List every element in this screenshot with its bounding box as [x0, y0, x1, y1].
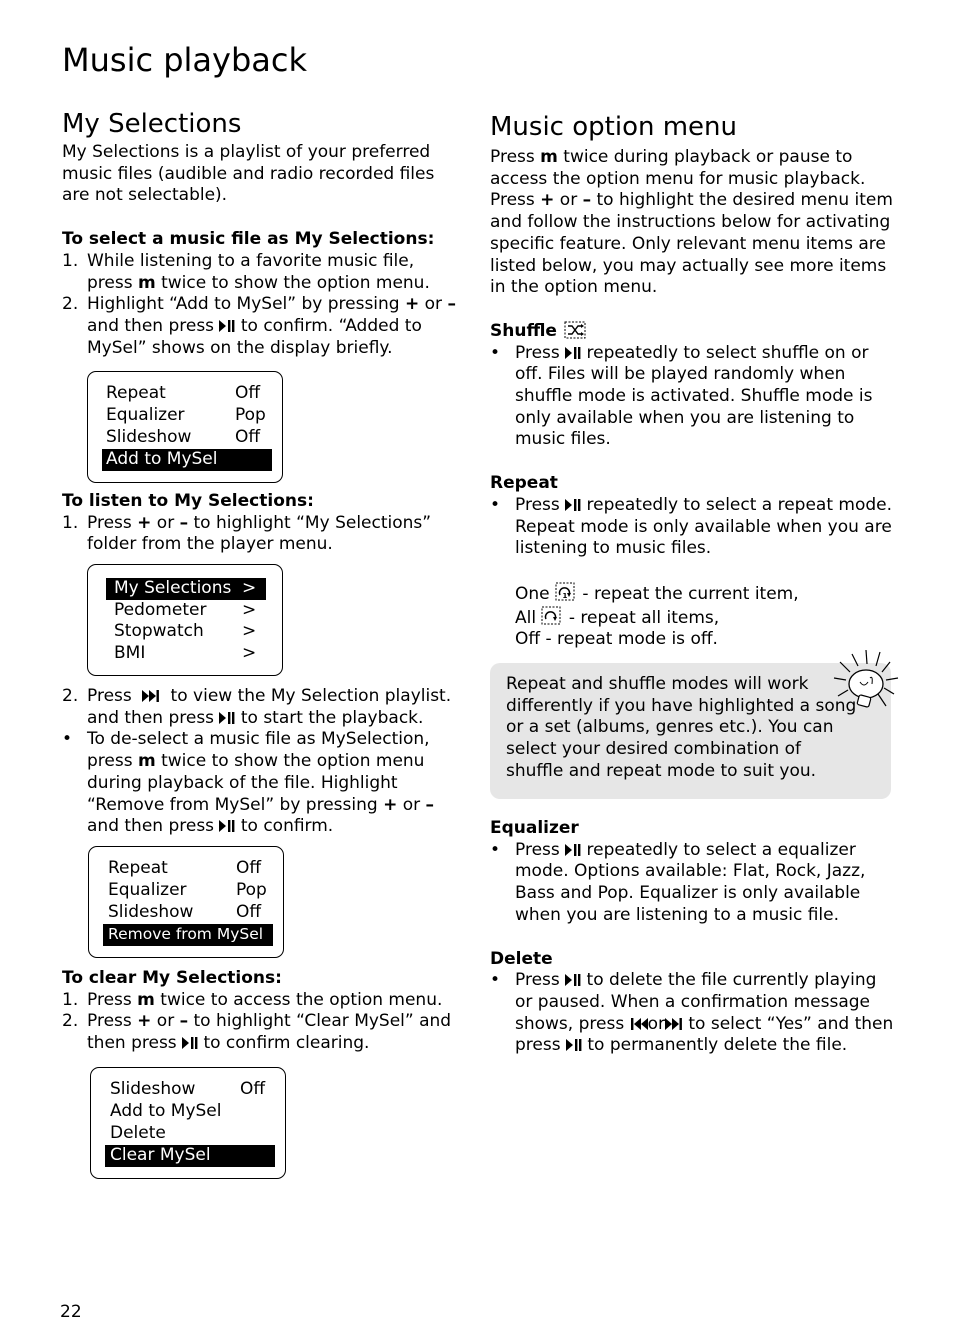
repeat-all-label: All: [515, 607, 537, 628]
step-number: 2.: [62, 1011, 79, 1032]
lcd-row: [102, 405, 272, 427]
page-title: Music playback: [62, 41, 308, 79]
lcd-label: Clear MySel: [110, 1145, 211, 1165]
repeat-one-line: [515, 582, 894, 606]
select-step-1: [62, 251, 462, 294]
minus-key: –: [179, 512, 189, 533]
lcd-label: My Selections: [114, 578, 232, 598]
page-number: 22: [60, 1302, 82, 1322]
minus-key: –: [425, 794, 435, 815]
m-key: m: [137, 989, 155, 1010]
lcd-value: >: [242, 578, 257, 598]
listen-section: [62, 491, 462, 556]
step-number: 1.: [62, 512, 79, 533]
step-text: or: [151, 512, 180, 533]
bullet-text: to select “Yes” and then press: [515, 1013, 894, 1056]
lcd-value: Pop: [235, 405, 266, 425]
lcd-row: [103, 902, 273, 924]
lcd-label: Equalizer: [106, 405, 185, 425]
step-text: or: [151, 1011, 180, 1032]
lcd-label: Slideshow: [106, 427, 192, 447]
step-text: Press: [87, 512, 138, 533]
step-text: to highlight “My Selections” folder from the player menu.: [87, 512, 432, 555]
lcd-row: [102, 383, 272, 405]
select-step-2: [62, 294, 462, 359]
step-text: or: [397, 794, 426, 815]
lcd-value: >: [242, 621, 257, 641]
lcd-screen-add-to-mysel: [87, 371, 283, 483]
shuffle-heading: [490, 321, 894, 343]
step-text: twice to show the option menu.: [155, 272, 430, 293]
step-number: 2.: [62, 686, 79, 706]
lcd-label: Equalizer: [108, 880, 187, 900]
step-text: Press: [87, 686, 138, 706]
lcd-row-highlighted: [102, 449, 272, 471]
play-pause-icon: [566, 1039, 582, 1051]
bullet-text: repeatedly to select shuffle on or off. Files will be played randomly when shuffle mode is activated. Shuffle mode is only available when you are listening to music files.: [515, 342, 873, 450]
step-text: Press: [87, 1011, 138, 1032]
minus-key: –: [582, 190, 592, 211]
lightbulb-icon: [832, 648, 900, 720]
deselect-bullet: [62, 729, 462, 838]
lcd-label: Slideshow: [110, 1079, 196, 1099]
listen-step-1: [62, 513, 462, 556]
listen-heading: To listen to My Selections:: [62, 491, 314, 511]
lcd-row-highlighted: [103, 924, 273, 946]
lcd-label: Repeat: [108, 858, 168, 878]
delete-heading: Delete: [490, 948, 553, 969]
lcd-row: [105, 1079, 275, 1101]
play-pause-icon: [182, 1037, 198, 1049]
bullet-text: Press: [515, 342, 566, 363]
lcd-label: Pedometer: [114, 600, 207, 620]
play-pause-icon: [565, 844, 581, 856]
lcd-label: Delete: [110, 1123, 166, 1143]
step-text: Highlight “Add to MySel” by pressing: [87, 294, 405, 315]
bullet-mark: •: [62, 729, 73, 750]
lcd-row: [106, 600, 266, 622]
plus-key: +: [405, 294, 420, 315]
plus-key: +: [137, 512, 152, 533]
step-text: twice to access the option menu.: [154, 989, 443, 1010]
lcd-row: [106, 643, 266, 665]
intro-text: Press: [490, 147, 541, 167]
repeat-one-icon: [555, 582, 577, 602]
step-text: and then press: [87, 315, 220, 336]
bullet-text: Press: [515, 839, 566, 860]
step-text: or: [419, 294, 448, 315]
bullet-mark: •: [490, 839, 501, 860]
step-text: and then press: [87, 816, 220, 837]
step-text: to view the My Selection playlist. and then press: [87, 686, 452, 728]
m-key: m: [137, 751, 156, 772]
bullet-text: Press: [515, 494, 566, 515]
lcd-row-highlighted: [106, 578, 266, 600]
repeat-one-label: One: [515, 583, 550, 604]
lcd-value: Pop: [236, 880, 267, 900]
svg-text:1: 1: [562, 591, 568, 600]
play-pause-icon: [219, 320, 235, 332]
plus-key: +: [383, 794, 398, 815]
tip-note-text: Repeat and shuffle modes will work differently if you have highlighted a song or a set (albums, genres etc.). You can select your desired combination of shuffle and repeat mode to suit you.: [506, 674, 857, 781]
step-text: To de-select a music file as MySelection, press: [87, 729, 430, 772]
lcd-row: [105, 1123, 275, 1145]
step-text: twice to show the option menu during playback of the file. Highlight “Remove from MySel” by pressing: [87, 751, 425, 815]
lcd-row: [103, 880, 273, 902]
bullet-text: or: [647, 1013, 665, 1034]
intro-text: or: [554, 190, 583, 211]
bullet-text: repeatedly to select a equalizer mode. Options available: Flat, Rock, Jazz, Bass and Pop. Equalizer is only available when you are listening to a music file.: [515, 839, 866, 925]
bullet-text: repeatedly to select a repeat mode. Repeat mode is only available when you are listening to music files.: [515, 494, 893, 559]
shuffle-heading-text: Shuffle: [490, 320, 557, 341]
lcd-row: [102, 427, 272, 449]
my-selections-intro: My Selections is a playlist of your preferred music files (audible and radio recorded files are not selectable).: [62, 142, 435, 206]
step-number: 1.: [62, 250, 79, 271]
repeat-bullet: [490, 495, 894, 651]
lcd-row: [105, 1101, 275, 1123]
next-track-icon: [665, 1018, 683, 1030]
repeat-off-line: Off - repeat mode is off.: [515, 629, 718, 650]
step-number: 1.: [62, 989, 79, 1010]
bullet-mark: •: [490, 970, 501, 991]
repeat-one-text: - repeat the current item,: [577, 583, 799, 604]
intro-text: twice during playback or pause to access the option menu for music playback. Press: [490, 147, 866, 211]
play-pause-icon: [565, 347, 581, 359]
lcd-value: Off: [236, 858, 262, 878]
equalizer-delete-section: [490, 818, 894, 1057]
lcd-screen-player-menu: [87, 564, 283, 676]
step-text: to confirm clearing.: [198, 1033, 370, 1054]
step-text: to confirm.: [235, 816, 334, 837]
bullet-mark: •: [490, 342, 501, 363]
repeat-heading: Repeat: [490, 473, 558, 494]
next-track-icon: [142, 690, 160, 702]
repeat-all-text: - repeat all items,: [563, 607, 720, 628]
shuffle-icon: [563, 321, 587, 339]
clear-section: [62, 968, 462, 1055]
clear-heading: To clear My Selections:: [62, 968, 282, 988]
repeat-all-line: [515, 606, 894, 630]
lcd-label: Stopwatch: [114, 621, 204, 641]
music-option-menu-section: [490, 111, 894, 651]
tip-note: [490, 663, 891, 799]
lcd-row: [106, 621, 266, 643]
delete-bullet: [490, 970, 894, 1057]
play-pause-icon: [219, 820, 235, 832]
clear-step-2: [62, 1011, 462, 1054]
bullet-text: Press: [515, 970, 566, 991]
lcd-value: Off: [235, 383, 261, 403]
m-key: m: [137, 272, 156, 293]
listen-step-2: [62, 686, 462, 729]
play-pause-icon: [565, 499, 581, 511]
lcd-label: Add to MySel: [110, 1101, 222, 1121]
lcd-label: Repeat: [106, 383, 166, 403]
lcd-row: [103, 858, 273, 880]
lcd-screen-remove-from-mysel: [88, 846, 284, 958]
step-number: 2.: [62, 294, 79, 315]
step-text: to highlight “Clear MySel” and then press: [87, 1011, 452, 1054]
plus-key: +: [137, 1011, 152, 1032]
shuffle-bullet: [490, 343, 894, 452]
minus-key: –: [447, 294, 456, 315]
play-pause-icon: [219, 712, 235, 724]
bullet-text: to delete the file currently playing or paused. When a confirmation message shows, press: [515, 970, 877, 1034]
lcd-label: Remove from MySel: [108, 925, 264, 943]
step-text: to start the playback.: [235, 707, 424, 728]
step-text: While listening to a favorite music file, press: [87, 250, 415, 293]
lcd-value: >: [242, 643, 257, 663]
music-option-intro: [490, 147, 894, 299]
lcd-screen-clear-mysel: [90, 1067, 286, 1179]
minus-key: –: [179, 1011, 189, 1032]
my-selections-section: [62, 108, 462, 359]
lcd-value: Off: [235, 427, 261, 447]
repeat-all-icon: [541, 606, 563, 626]
select-heading: To select a music file as My Selections:: [62, 229, 435, 250]
equalizer-bullet: [490, 840, 894, 927]
lcd-label: BMI: [114, 643, 146, 663]
m-key: m: [540, 147, 558, 167]
clear-step-1: [62, 990, 462, 1012]
lcd-label: Add to MySel: [106, 449, 218, 469]
lcd-label: Slideshow: [108, 902, 194, 922]
equalizer-heading: Equalizer: [490, 818, 579, 838]
bullet-text: to permanently delete the file.: [581, 1035, 848, 1056]
step-text: to confirm. “Added to MySel” shows on the display briefly.: [87, 315, 422, 358]
lcd-value: Off: [240, 1079, 266, 1099]
step-text: Press: [87, 989, 138, 1010]
lcd-value: >: [242, 600, 257, 620]
my-selections-title: My Selections: [62, 109, 242, 139]
bullet-mark: •: [490, 494, 501, 515]
plus-key: +: [540, 190, 555, 211]
lcd-value: Off: [236, 902, 262, 922]
play-pause-icon: [565, 974, 581, 986]
intro-text: to highlight the desired menu item and follow the instructions below for activating specific feature. Only relevant menu items are listed below, you may actually see more items in the option menu.: [490, 190, 893, 298]
lcd-row-highlighted: [105, 1145, 275, 1167]
previous-track-icon: [630, 1018, 648, 1030]
music-option-menu-title: Music option menu: [490, 112, 737, 142]
listen-section-continued: [62, 686, 462, 838]
